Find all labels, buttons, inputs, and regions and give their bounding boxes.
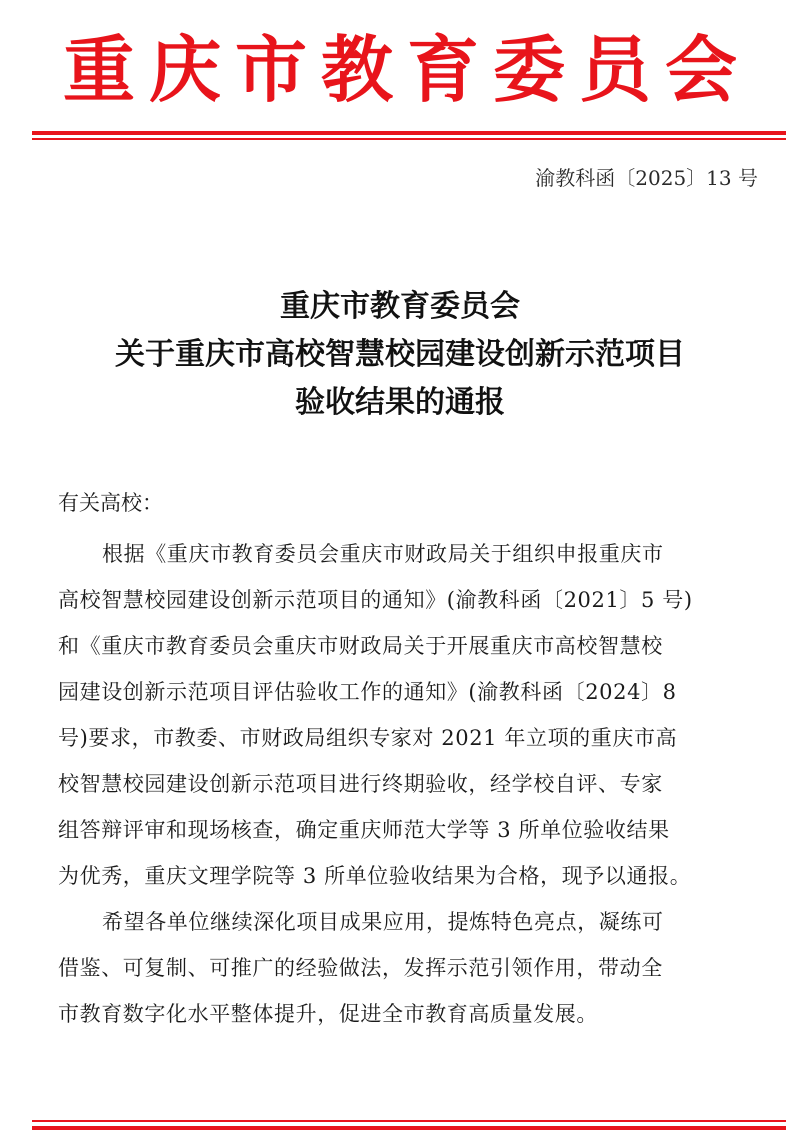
document-number: 渝教科函〔2025〕13 号 xyxy=(535,166,758,190)
masthead-rule-thick xyxy=(32,131,786,135)
paragraph-line: 借鉴、可复制、可推广的经验做法，发挥示范引领作用，带动全 xyxy=(58,956,663,980)
paragraph-line: 市教育数字化水平整体提升，促进全市教育高质量发展。 xyxy=(58,1002,598,1026)
title-line-1: 重庆市教育委员会 xyxy=(280,289,520,324)
paragraph-1 xyxy=(58,531,758,899)
document-title xyxy=(0,283,800,427)
body-text xyxy=(58,531,758,1037)
paragraph-line: 号)要求，市教委、市财政局组织专家对 2021 年立项的重庆市高 xyxy=(58,726,678,750)
paragraph-line: 希望各单位继续深化项目成果应用，提炼特色亮点，凝练可 xyxy=(102,910,664,934)
masthead-rule-thin xyxy=(32,138,786,140)
paragraph-line: 根据《重庆市教育委员会重庆市财政局关于组织申报重庆市 xyxy=(102,542,664,566)
paragraph-line: 和《重庆市教育委员会重庆市财政局关于开展重庆市高校智慧校 xyxy=(58,634,663,658)
paragraph-2 xyxy=(58,899,758,1037)
footer-rule-thick xyxy=(32,1126,786,1130)
paragraph-line: 为优秀，重庆文理学院等 3 所单位验收结果为合格，现予以通报。 xyxy=(58,864,692,888)
issuer-masthead: 重庆市教育委员会 xyxy=(62,28,751,112)
footer-rule-thin xyxy=(32,1120,786,1122)
paragraph-line: 园建设创新示范项目评估验收工作的通知》(渝教科函〔2024〕8 xyxy=(58,680,677,704)
paragraph-line: 高校智慧校园建设创新示范项目的通知》(渝教科函〔2021〕5 号) xyxy=(58,588,693,612)
paragraph-line: 校智慧校园建设创新示范项目进行终期验收，经学校自评、专家 xyxy=(58,772,663,796)
salutation: 有关高校： xyxy=(58,491,163,515)
title-line-3: 验收结果的通报 xyxy=(295,385,505,420)
title-line-2: 关于重庆市高校智慧校园建设创新示范项目 xyxy=(115,337,685,372)
paragraph-line: 组答辩评审和现场核查，确定重庆师范大学等 3 所单位验收结果 xyxy=(58,818,670,842)
